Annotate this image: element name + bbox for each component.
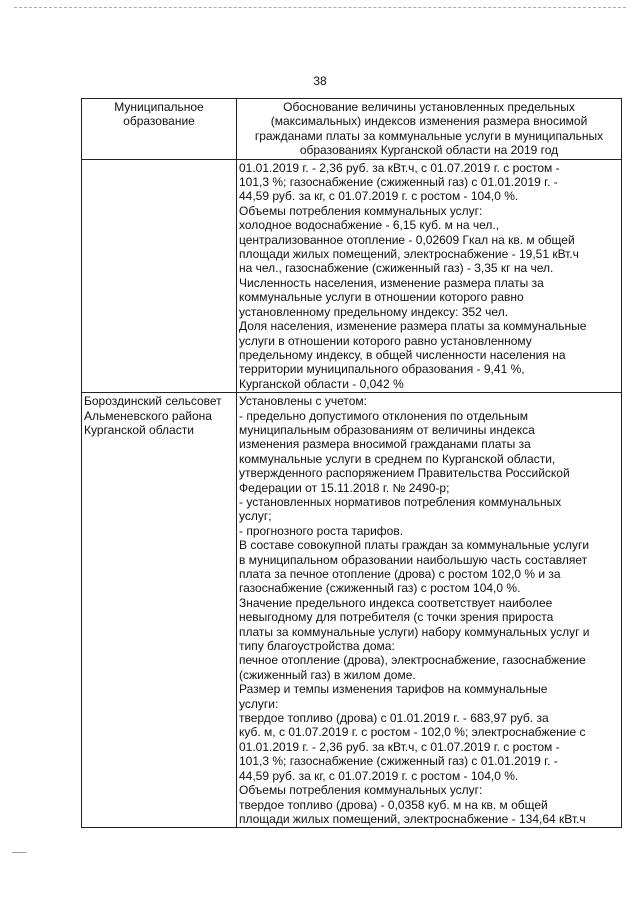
row1-justification-cell [237, 159, 622, 393]
table-row [82, 159, 622, 393]
text-line: Установлены с учетом: [239, 394, 367, 409]
header-municipality-cell [82, 99, 237, 160]
text-line: платы за коммунальные услуги) набору коммунальных услуг и [239, 624, 590, 639]
text-line: предельному индексу, в общей численности населения на [239, 347, 566, 362]
text-line: образование [123, 114, 195, 129]
page-number: 38 [313, 74, 327, 88]
table-header-row [82, 99, 622, 160]
header-justification-cell [237, 99, 622, 160]
text-line: - установленных нормативов потребления коммунальных [239, 494, 562, 509]
text-line: холодное водоснабжение - 6,15 куб. м на чел., [239, 218, 500, 233]
text-line: Доля населения, изменение размера платы за коммунальные [239, 319, 587, 334]
text-line: 01.01.2019 г. - 2,36 руб. за кВт.ч, с 01.07.2019 г. с ростом - [239, 160, 560, 175]
text-line: 01.01.2019 г. - 2,36 руб. за кВт.ч, с 01.07.2019 г. с ростом - [239, 739, 560, 754]
row2-municipality-cell [82, 393, 237, 828]
text-line: плата за печное отопление (дрова) с ростом 102,0 % и за [239, 567, 561, 581]
text-line: изменения размера вносимой гражданами платы за [239, 437, 531, 452]
text-line: установленному предельному индексу: 352 чел. [239, 304, 509, 319]
text-line: на чел., газоснабжение (сжиженный газ) - 3,35 кг на чел. [239, 261, 554, 276]
text-line: услуги: [239, 696, 279, 711]
text-line: в муниципальном образовании наибольшую часть составляет [239, 552, 588, 567]
text-line: - прогнозного роста тарифов. [239, 523, 404, 538]
row2-justification-cell [237, 393, 622, 828]
text-line: В составе совокупной платы граждан за коммунальные услуги [239, 538, 590, 553]
text-line: типу благоустройства дома: [239, 639, 395, 654]
text-line: твердое топливо (дрова) - 0,0358 куб. м на кв. м общей [239, 797, 548, 812]
text-line: услуг; [239, 509, 272, 524]
text-line: Муниципальное [114, 100, 204, 114]
text-line: коммунальные услуги в отношении которого равно [239, 290, 524, 305]
text-line: Обоснование величины установленных предельных [283, 100, 575, 114]
row1-municipality-cell [82, 159, 237, 393]
text-line: утвержденного распоряжением Правительства Российской [239, 466, 570, 481]
scan-top-edge [14, 7, 626, 8]
text-line: Федерации от 15.11.2018 г. № 2490-р; [239, 480, 450, 495]
text-line: 101,3 %; газоснабжение (сжиженный газ) с 01.01.2019 г. - [239, 175, 558, 190]
text-line: услуги в отношении которого равно установленному [239, 333, 532, 348]
text-line: (сжиженный газ) в жилом доме. [239, 667, 416, 682]
text-line: (максимальных) индексов изменения размера вносимой [270, 114, 588, 129]
text-line: печное отопление (дрова), электроснабжение, газоснабжение [239, 653, 586, 668]
text-line: образованиях Курганской области на 2019 год [299, 143, 559, 158]
text-line: Значение предельного индекса соответствует наиболее [239, 595, 553, 610]
text-line: куб. м, с 01.07.2019 г. с ростом - 102,0 %; электроснабжение с [239, 725, 586, 740]
text-line: территории муниципального образования - 9,41 %, [239, 362, 525, 377]
text-line: площади жилых помещений, электроснабжение - 134,64 кВт.ч [239, 811, 586, 826]
text-line: Курганской области - 0,042 % [239, 376, 404, 391]
text-line: гражданами платы за коммунальные услуги в муниципальных [254, 128, 604, 143]
text-line: муниципальным образованиям от величины индекса [239, 422, 535, 437]
text-line: Альменевского района [84, 408, 212, 423]
text-line: газоснабжение (сжиженный газ) с ростом 104,0 %. [239, 581, 521, 596]
text-line: 44,59 руб. за кг, с 01.07.2019 г. с ростом - 104,0 %. [239, 189, 519, 204]
text-line: коммунальные услуги в среднем по Курганской области, [239, 451, 556, 466]
text-line: 44,59 руб. за кг, с 01.07.2019 г. с ростом - 104,0 %. [239, 768, 519, 783]
text-line: Бороздинский сельсовет [84, 394, 222, 409]
text-line: централизованное отопление - 0,02609 Гкал на кв. м общей [239, 232, 575, 247]
text-line: невыгодному для потребителя (с точки зрения прироста [239, 610, 554, 625]
scan-margin-mark [12, 852, 26, 853]
text-line: площади жилых помещений, электроснабжение - 19,51 кВт.ч [239, 247, 579, 262]
justification-table [81, 98, 622, 828]
text-line: Объемы потребления коммунальных услуг: [239, 203, 483, 218]
text-line: - предельно допустимого отклонения по отдельным [239, 408, 528, 423]
table-row [82, 393, 622, 828]
text-line: Численность населения, изменение размера платы за [239, 275, 544, 290]
text-line: твердое топливо (дрова) с 01.01.2019 г. - 683,97 руб. за [239, 711, 549, 726]
text-line: Размер и темпы изменения тарифов на коммунальные [239, 682, 548, 697]
text-line: 101,3 %; газоснабжение (сжиженный газ) с 01.01.2019 г. - [239, 754, 558, 769]
text-line: Курганской области [84, 422, 194, 437]
text-line: Объемы потребления коммунальных услуг: [239, 783, 483, 798]
